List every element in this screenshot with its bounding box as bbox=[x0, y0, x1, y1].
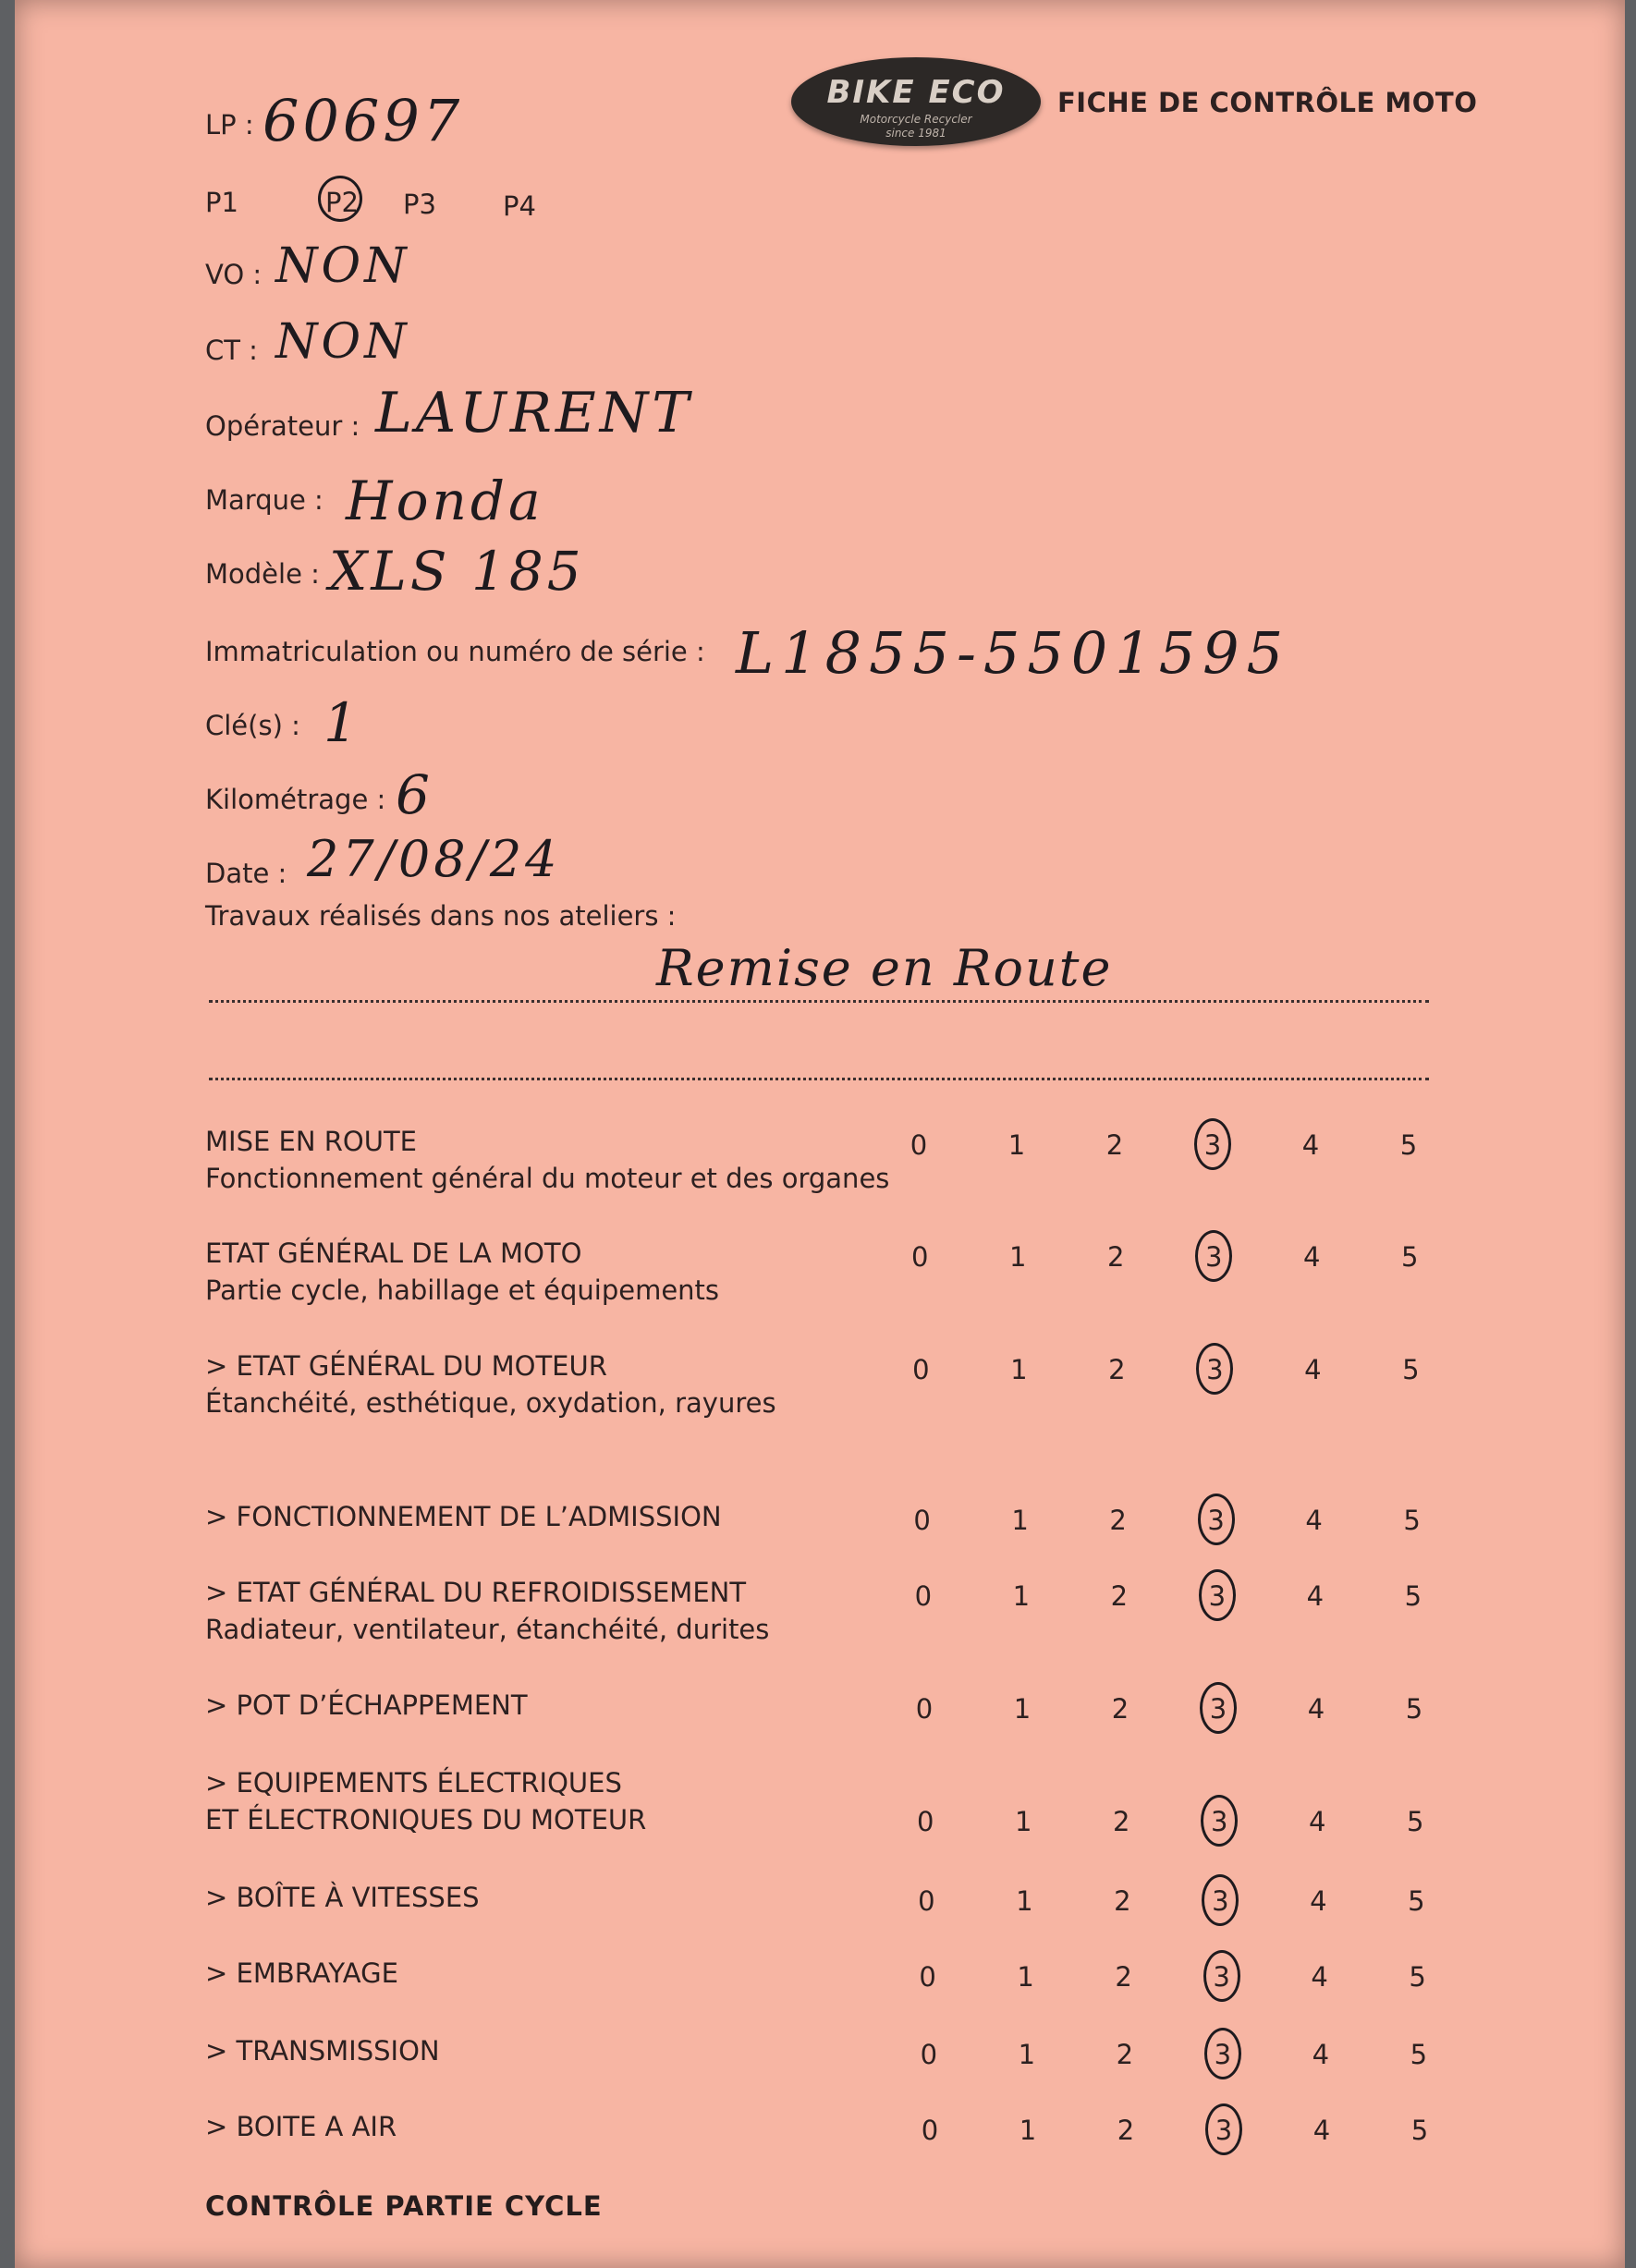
rating-title: > ETAT GÉNÉRAL DU REFROIDISSEMENT bbox=[205, 1577, 747, 1608]
cles-value: 1 bbox=[324, 691, 361, 754]
rating-selected-circle bbox=[1194, 1118, 1231, 1170]
km-label: Kilométrage : bbox=[205, 784, 386, 815]
rating-score-3: 3 bbox=[1215, 2115, 1233, 2146]
rating-title: > EQUIPEMENTS ÉLECTRIQUES bbox=[205, 1767, 622, 1799]
p-option-2: P2 bbox=[325, 187, 359, 218]
rating-score-3: 3 bbox=[1204, 1241, 1223, 1273]
rating-score-3: 3 bbox=[1203, 1129, 1222, 1161]
sheet-title: FICHE DE CONTRÔLE MOTO bbox=[1057, 87, 1478, 118]
rating-score-2: 2 bbox=[1111, 1693, 1129, 1725]
date-label: Date : bbox=[205, 858, 287, 889]
rating-score-0: 0 bbox=[915, 1693, 934, 1725]
rating-selected-circle bbox=[1199, 1569, 1236, 1621]
p-option-4: P4 bbox=[503, 190, 536, 222]
rating-score-0: 0 bbox=[910, 1241, 929, 1273]
rating-score-0: 0 bbox=[910, 1129, 928, 1161]
rating-score-3: 3 bbox=[1210, 1806, 1228, 1837]
travaux-line-2 bbox=[209, 1078, 1429, 1080]
p-option-3: P3 bbox=[403, 189, 436, 220]
rating-score-1: 1 bbox=[1013, 1693, 1032, 1725]
immat-label: Immatriculation ou numéro de série : bbox=[205, 636, 705, 667]
rating-score-1: 1 bbox=[1018, 2039, 1036, 2070]
rating-score-5: 5 bbox=[1408, 1885, 1425, 1917]
logo-brand: BIKE ECO bbox=[826, 74, 1006, 111]
operateur-value: LAURENT bbox=[375, 381, 693, 445]
marque-label: Marque : bbox=[205, 484, 324, 516]
marque-value: Honda bbox=[346, 469, 544, 532]
ct-label: CT : bbox=[205, 335, 258, 366]
rating-score-2: 2 bbox=[1115, 1961, 1132, 1993]
rating-title: > ETAT GÉNÉRAL DU MOTEUR bbox=[205, 1350, 607, 1382]
rating-score-5: 5 bbox=[1400, 1241, 1419, 1273]
rating-subtitle: Étanchéité, esthétique, oxydation, rayures bbox=[205, 1387, 776, 1419]
rating-score-4: 4 bbox=[1305, 1505, 1323, 1536]
rating-score-3: 3 bbox=[1206, 1354, 1224, 1385]
rating-title: > TRANSMISSION bbox=[205, 2035, 440, 2067]
rating-score-5: 5 bbox=[1406, 1806, 1424, 1837]
rating-score-5: 5 bbox=[1404, 1580, 1422, 1612]
rating-title: > BOÎTE À VITESSES bbox=[205, 1882, 480, 1913]
rating-score-2: 2 bbox=[1106, 1241, 1125, 1273]
rating-score-0: 0 bbox=[920, 2039, 938, 2070]
travaux-label: Travaux réalisés dans nos ateliers : bbox=[205, 900, 677, 932]
rating-selected-circle bbox=[1203, 1950, 1240, 2002]
rating-title: > BOITE A AIR bbox=[205, 2111, 397, 2142]
rating-score-4: 4 bbox=[1312, 2115, 1331, 2146]
rating-score-0: 0 bbox=[914, 1580, 933, 1612]
rating-selected-circle bbox=[1195, 1230, 1232, 1282]
rating-score-5: 5 bbox=[1410, 2115, 1429, 2146]
rating-selected-circle bbox=[1204, 2028, 1241, 2079]
rating-score-1: 1 bbox=[1007, 1129, 1026, 1161]
logo-tagline: Motorcycle Recycler since 1981 bbox=[860, 113, 972, 140]
rating-score-1: 1 bbox=[1016, 1885, 1033, 1917]
rating-score-0: 0 bbox=[918, 1885, 935, 1917]
operateur-label: Opérateur : bbox=[205, 410, 360, 442]
rating-selected-circle bbox=[1198, 1494, 1235, 1545]
rating-score-5: 5 bbox=[1405, 1693, 1423, 1725]
rating-score-2: 2 bbox=[1108, 1354, 1126, 1385]
rating-score-4: 4 bbox=[1306, 1580, 1325, 1612]
rating-score-0: 0 bbox=[919, 1961, 936, 1993]
rating-score-1: 1 bbox=[1008, 1241, 1027, 1273]
rating-score-3: 3 bbox=[1212, 1885, 1229, 1917]
immat-value: L1855-5501595 bbox=[736, 619, 1291, 687]
rating-score-0: 0 bbox=[913, 1505, 931, 1536]
rating-score-2: 2 bbox=[1109, 1505, 1127, 1536]
rating-score-0: 0 bbox=[921, 2115, 939, 2146]
rating-score-2: 2 bbox=[1105, 1129, 1124, 1161]
rating-score-1: 1 bbox=[1014, 1806, 1032, 1837]
section-partie-cycle: CONTRÔLE PARTIE CYCLE bbox=[205, 2190, 603, 2222]
date-value: 27/08/24 bbox=[307, 830, 561, 888]
rating-score-0: 0 bbox=[916, 1806, 934, 1837]
vo-label: VO : bbox=[205, 259, 262, 290]
control-sheet bbox=[15, 0, 1625, 2268]
rating-title: > EMBRAYAGE bbox=[205, 1957, 398, 1989]
rating-score-4: 4 bbox=[1308, 1806, 1326, 1837]
rating-selected-circle bbox=[1202, 1874, 1239, 1926]
km-value: 6 bbox=[396, 763, 433, 826]
rating-score-1: 1 bbox=[1017, 1961, 1034, 1993]
rating-score-2: 2 bbox=[1116, 2039, 1134, 2070]
rating-selected-circle bbox=[1205, 2103, 1242, 2155]
rating-score-3: 3 bbox=[1213, 1961, 1230, 1993]
rating-score-4: 4 bbox=[1301, 1129, 1320, 1161]
rating-score-5: 5 bbox=[1410, 2039, 1428, 2070]
lp-label: LP : bbox=[205, 109, 254, 140]
travaux-value: Remise en Route bbox=[656, 939, 1113, 997]
travaux-line-1 bbox=[209, 1000, 1429, 1003]
rating-title: ETAT GÉNÉRAL DE LA MOTO bbox=[205, 1238, 582, 1269]
rating-score-1: 1 bbox=[1012, 1580, 1031, 1612]
lp-value: 60697 bbox=[262, 87, 464, 154]
ct-value: NON bbox=[275, 314, 410, 370]
rating-score-2: 2 bbox=[1110, 1580, 1129, 1612]
rating-score-5: 5 bbox=[1402, 1354, 1420, 1385]
rating-score-4: 4 bbox=[1311, 1961, 1328, 1993]
cles-label: Clé(s) : bbox=[205, 710, 300, 741]
rating-score-2: 2 bbox=[1114, 1885, 1131, 1917]
rating-subtitle: Radiateur, ventilateur, étanchéité, durites bbox=[205, 1614, 770, 1645]
rating-selected-circle bbox=[1200, 1682, 1237, 1734]
rating-score-1: 1 bbox=[1011, 1505, 1029, 1536]
p-option-1: P1 bbox=[205, 187, 238, 218]
rating-score-3: 3 bbox=[1208, 1580, 1227, 1612]
rating-score-2: 2 bbox=[1117, 2115, 1135, 2146]
vo-value: NON bbox=[275, 238, 410, 294]
rating-subtitle: Fonctionnement général du moteur et des organes bbox=[205, 1163, 890, 1194]
rating-score-1: 1 bbox=[1010, 1354, 1028, 1385]
rating-score-4: 4 bbox=[1304, 1354, 1322, 1385]
rating-subtitle: Partie cycle, habillage et équipements bbox=[205, 1274, 720, 1306]
rating-score-4: 4 bbox=[1312, 2039, 1330, 2070]
rating-score-4: 4 bbox=[1307, 1693, 1325, 1725]
rating-score-2: 2 bbox=[1112, 1806, 1130, 1837]
modele-value: XLS 185 bbox=[329, 540, 585, 603]
rating-selected-circle bbox=[1196, 1343, 1233, 1395]
rating-score-3: 3 bbox=[1207, 1505, 1225, 1536]
rating-score-5: 5 bbox=[1403, 1505, 1421, 1536]
rating-selected-circle bbox=[1201, 1795, 1238, 1847]
rating-score-5: 5 bbox=[1399, 1129, 1418, 1161]
rating-score-0: 0 bbox=[912, 1354, 930, 1385]
rating-score-3: 3 bbox=[1209, 1693, 1227, 1725]
rating-score-5: 5 bbox=[1409, 1961, 1426, 1993]
bike-eco-logo bbox=[791, 57, 1041, 146]
rating-title: MISE EN ROUTE bbox=[205, 1126, 417, 1157]
rating-subtitle: ET ÉLECTRONIQUES DU MOTEUR bbox=[205, 1804, 647, 1835]
modele-label: Modèle : bbox=[205, 558, 320, 590]
rating-title: > FONCTIONNEMENT DE L’ADMISSION bbox=[205, 1501, 722, 1532]
rating-title: > POT D’ÉCHAPPEMENT bbox=[205, 1689, 528, 1721]
rating-score-1: 1 bbox=[1019, 2115, 1037, 2146]
rating-score-4: 4 bbox=[1302, 1241, 1321, 1273]
rating-score-4: 4 bbox=[1310, 1885, 1327, 1917]
rating-score-3: 3 bbox=[1214, 2039, 1232, 2070]
